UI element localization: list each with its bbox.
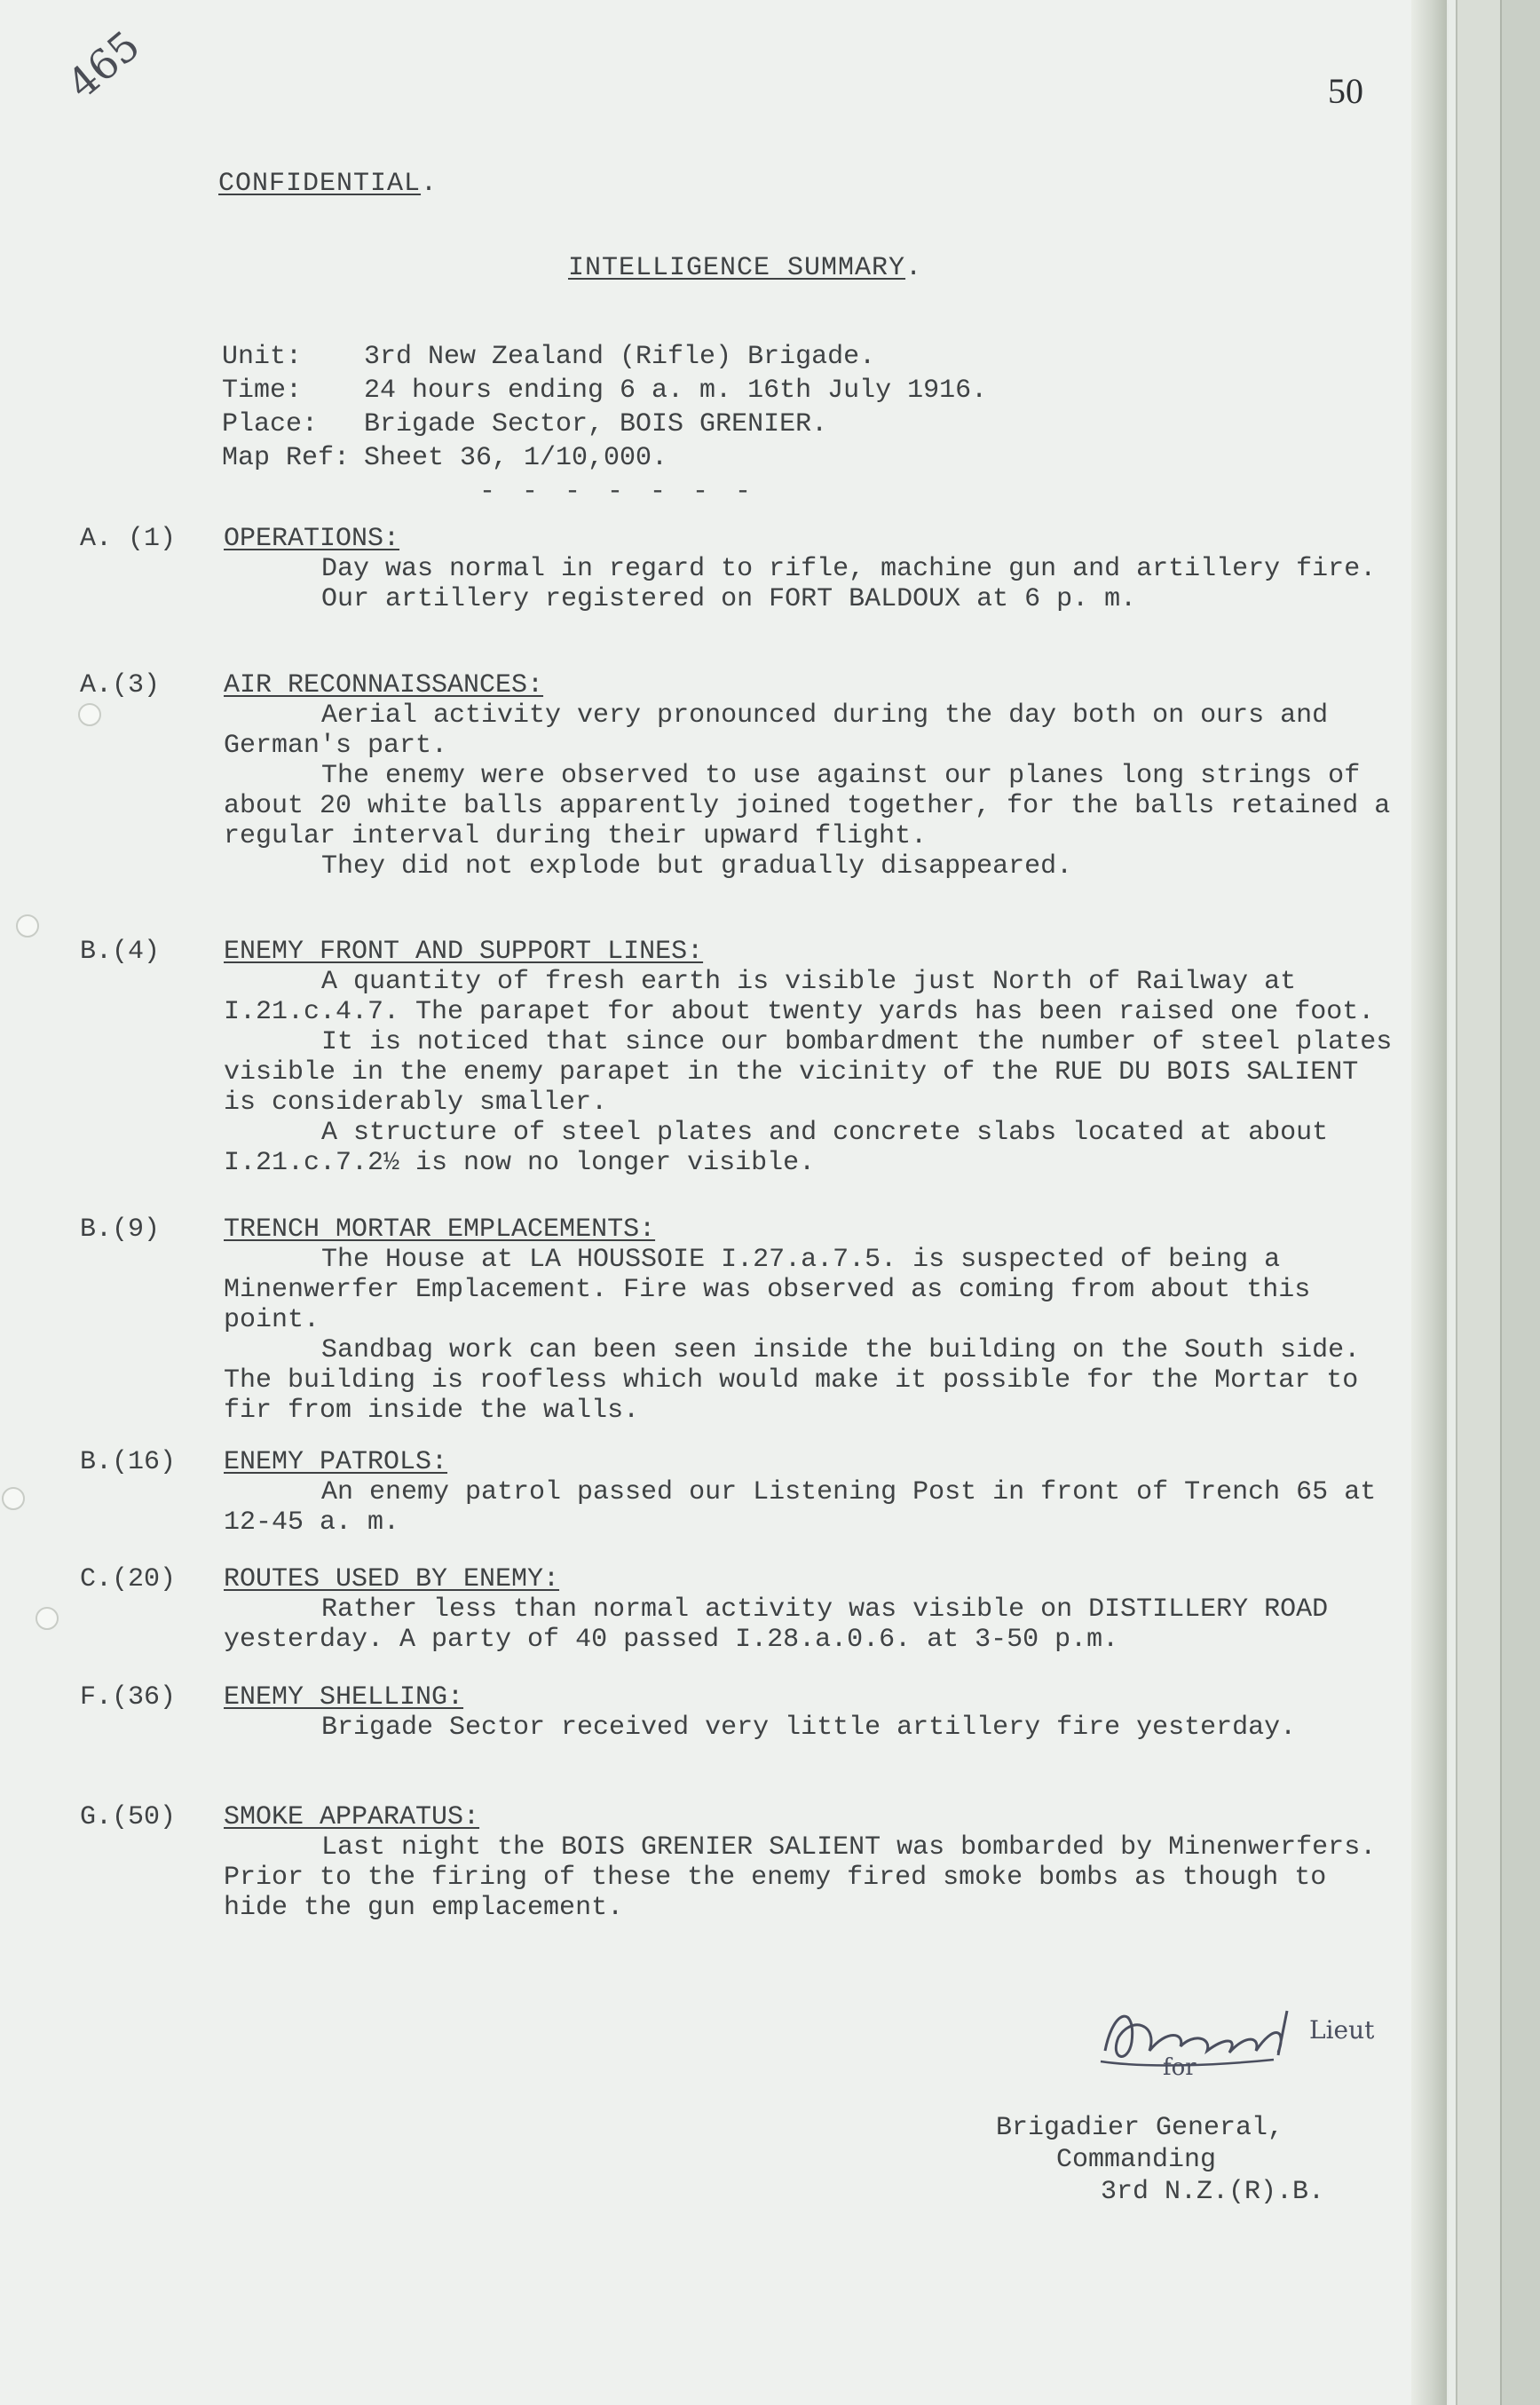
underlying-page <box>1500 0 1540 2405</box>
section-paragraph: Aerial activity very pronounced during the day both on ours and German's part. <box>224 700 1329 761</box>
signature-rank-handwritten: Lieut <box>1309 2015 1375 2045</box>
section-ref: B.(4) <box>80 937 161 967</box>
mapref-label: Map Ref: <box>222 443 351 473</box>
section-body <box>224 1214 1395 1426</box>
section-ref: B.(16) <box>80 1447 177 1477</box>
section-paragraph: Brigade Sector received very little artillery fire yesterday. <box>321 1713 1297 1743</box>
section-ref: C.(20) <box>80 1564 177 1594</box>
header-separator: - - - - - - - <box>479 477 757 507</box>
section-paragraph: A quantity of fresh earth is visible just North of Railway at I.21.c.4.7. The parapet for about twenty yards has been raised one foot. <box>224 967 1375 1027</box>
section-ref: F.(36) <box>80 1682 177 1713</box>
section-paragraph: An enemy patrol passed our Listening Post in front of Trench 65 at 12-45 a. m. <box>224 1477 1377 1538</box>
section-body <box>224 1564 1395 1655</box>
section-body <box>224 1447 1395 1538</box>
time-label: Time: <box>222 376 303 406</box>
section-body <box>224 937 1395 1178</box>
section-body <box>224 524 1395 614</box>
mapref-row <box>222 443 1287 477</box>
signature-unit: 3rd N.Z.(R).B. <box>1101 2177 1325 2207</box>
page-edge <box>1411 0 1447 2405</box>
section-heading: ENEMY PATROLS: <box>224 1447 448 1477</box>
section-ref: G.(50) <box>80 1802 177 1832</box>
section-paragraph: They did not explode but gradually disappeared. <box>321 851 1073 882</box>
section-body <box>224 1682 1395 1743</box>
section-paragraph: Day was normal in regard to rifle, machine gun and artillery fire. <box>321 554 1377 584</box>
time-row <box>222 376 1287 409</box>
section-paragraph: Our artillery registered on FORT BALDOUX at 6 p. m. <box>321 584 1137 614</box>
section-heading: OPERATIONS: <box>224 524 400 554</box>
confidential-label: CONFIDENTIAL <box>218 169 422 199</box>
section-paragraph: Last night the BOIS GRENIER SALIENT was bombarded by Minenwerfers. Prior to the firing of these the enemy fired smoke bombs as though to hide the gun emplacement. <box>224 1832 1377 1923</box>
punch-hole <box>78 703 101 726</box>
unit-row <box>222 342 1287 376</box>
section-heading: ENEMY SHELLING: <box>224 1682 464 1713</box>
section-paragraph: The enemy were observed to use against our planes long strings of about 20 white balls apparently joined together, for the balls retained a regular interval during their upward flight. <box>224 761 1391 851</box>
mapref-value: Sheet 36, 1/10,000. <box>364 443 668 473</box>
time-value: 24 hours ending 6 a. m. 16th July 1916. <box>364 376 988 406</box>
signature-rank: Brigadier General, <box>996 2113 1284 2143</box>
section-paragraph: Sandbag work can been seen inside the building on the South side. The building is roofless which would make it possible for the Mortar to fir from inside the walls. <box>224 1335 1361 1426</box>
punch-hole <box>16 914 39 937</box>
section-paragraph: It is noticed that since our bombardment the number of steel plates visible in the enemy parapet in the vicinity of the RUE DU BOIS SALIENT is considerably smaller. <box>224 1027 1393 1118</box>
summary-header <box>222 342 1287 510</box>
page-number: 50 <box>1328 71 1363 111</box>
handwritten-folio-number: 465 <box>58 20 149 108</box>
section-paragraph: Rather less than normal activity was visible on DISTILLERY ROAD yesterday. A party of 40 passed I.28.a.0.6. at 3-50 p.m. <box>224 1594 1329 1655</box>
unit-value: 3rd New Zealand (Rifle) Brigade. <box>364 342 876 372</box>
section-body <box>224 670 1395 882</box>
unit-label: Unit: <box>222 342 303 372</box>
place-label: Place: <box>222 409 319 439</box>
punch-hole <box>36 1607 59 1630</box>
section-paragraph: The House at LA HOUSSOIE I.27.a.7.5. is suspected of being a Minenwerfer Emplacement. Fire was observed as coming from about this point. <box>224 1245 1311 1335</box>
place-row <box>222 409 1287 443</box>
section-ref: B.(9) <box>80 1214 161 1245</box>
section-heading: SMOKE APPARATUS: <box>224 1802 480 1832</box>
section-heading: AIR RECONNAISSANCES: <box>224 670 544 700</box>
confidential-stamp: CONFIDENTIAL. <box>218 169 438 199</box>
section-heading: ENEMY FRONT AND SUPPORT LINES: <box>224 937 704 967</box>
signature-role: Commanding <box>1056 2145 1217 2175</box>
section-heading: TRENCH MORTAR EMPLACEMENTS: <box>224 1214 656 1245</box>
section-paragraph: A structure of steel plates and concrete slabs located at about I.21.c.7.2½ is now no longer visible. <box>224 1118 1329 1178</box>
section-heading: ROUTES USED BY ENEMY: <box>224 1564 560 1594</box>
punch-hole <box>2 1487 25 1510</box>
signature-for: for <box>1163 2054 1196 2081</box>
document-title-text: INTELLIGENCE SUMMARY <box>568 253 906 283</box>
section-ref: A.(3) <box>80 670 161 700</box>
place-value: Brigade Sector, BOIS GRENIER. <box>364 409 828 439</box>
section-ref: A. (1) <box>80 524 177 554</box>
document-title: INTELLIGENCE SUMMARY. <box>568 253 923 283</box>
section-body <box>224 1802 1395 1923</box>
